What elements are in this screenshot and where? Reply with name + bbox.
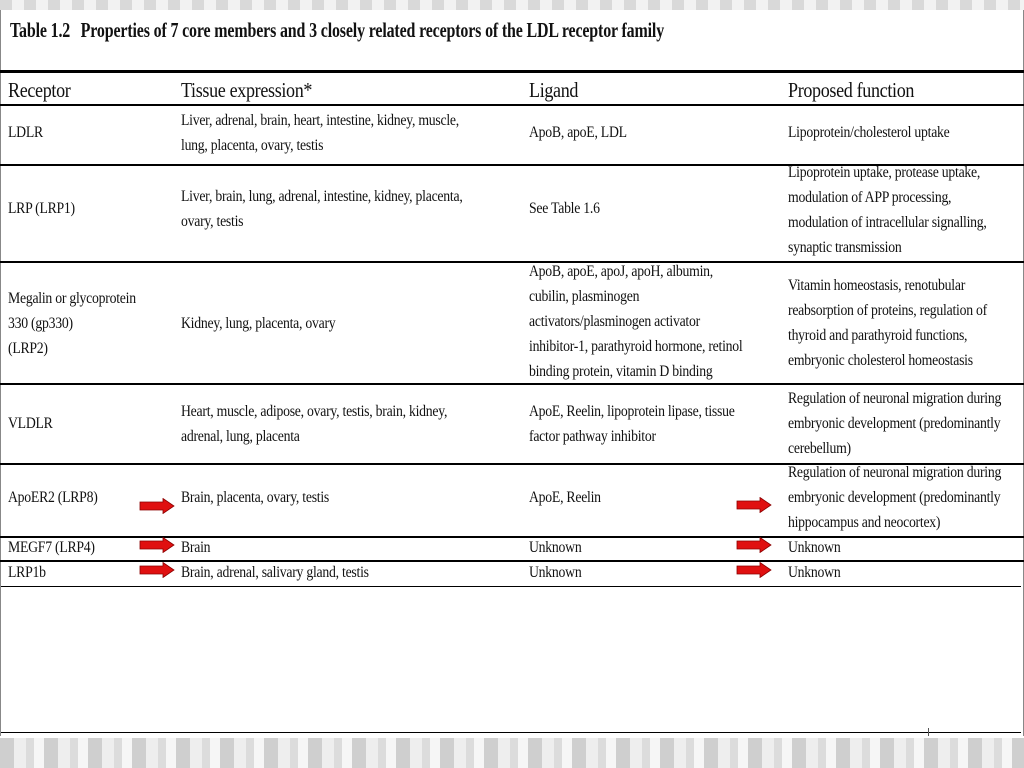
table-row-receptor: LRP (LRP1) xyxy=(8,200,75,217)
page-tick-mark xyxy=(928,728,929,736)
table-row-tissue: Brain xyxy=(181,539,211,556)
table-row-tissue: Liver, adrenal, brain, heart, intestine, kidney, muscle, lung, placenta, ovary, testis xyxy=(181,112,459,154)
table-row-ligand: ApoB, apoE, LDL xyxy=(529,124,627,141)
table-row-tissue: Kidney, lung, placenta, ovary xyxy=(181,315,336,332)
table-row-ligand: ApoB, apoE, apoJ, apoH, albumin, cubilin, plasminogen activators/plasminogen activator inhibitor-1, parathyroid hormone, retinol binding protein, vitamin D binding xyxy=(529,263,743,380)
table-row-ligand: ApoE, Reelin xyxy=(529,489,601,506)
header-receptor: Receptor xyxy=(8,78,71,102)
table-row-function: Lipoprotein uptake, protease uptake, modulation of APP processing, modulation of intracellular signalling, synaptic transmission xyxy=(788,164,987,256)
table-row-tissue: Brain, adrenal, salivary gland, testis xyxy=(181,564,369,581)
table-row-ligand: ApoE, Reelin, lipoprotein lipase, tissue factor pathway inhibitor xyxy=(529,403,735,445)
table-title xyxy=(10,18,770,43)
table-row-tissue: Liver, brain, lung, adrenal, intestine, kidney, placenta, ovary, testis xyxy=(181,188,463,230)
table-row-ligand: See Table 1.6 xyxy=(529,200,600,217)
table-row-receptor: MEGF7 (LRP4) xyxy=(8,539,95,556)
table-row-function: Regulation of neuronal migration during embryonic development (predominantly hippocampus and neocortex) xyxy=(788,464,1002,531)
table-number: Table 1.2 xyxy=(10,18,71,42)
empty-annotation-box xyxy=(1,586,1021,733)
bottom-border-pattern xyxy=(0,738,1024,768)
table-row-tissue: Heart, muscle, adipose, ovary, testis, brain, kidney, adrenal, lung, placenta xyxy=(181,403,448,445)
table-row-receptor: LRP1b xyxy=(8,564,46,581)
table-row-function: Unknown xyxy=(788,539,841,556)
table-row-receptor: Megalin or glycoprotein 330 (gp330) (LRP2) xyxy=(8,290,136,357)
row-divider xyxy=(0,383,1024,385)
row-divider xyxy=(0,261,1024,263)
red-right-arrow-icon xyxy=(736,537,772,553)
table-row-function: Lipoprotein/cholesterol uptake xyxy=(788,124,950,141)
red-right-arrow-icon xyxy=(736,562,772,578)
red-right-arrow-icon xyxy=(736,497,772,513)
header-tissue-expression: Tissue expression* xyxy=(181,78,313,102)
table-row-ligand: Unknown xyxy=(529,564,582,581)
header-top-rule xyxy=(0,70,1024,73)
table-caption: Properties of 7 core members and 3 closely related receptors of the LDL receptor family xyxy=(80,18,665,42)
table-row-receptor: ApoER2 (LRP8) xyxy=(8,489,98,506)
table-row-receptor: LDLR xyxy=(8,124,43,141)
red-right-arrow-icon xyxy=(139,562,175,578)
table-row-function: Regulation of neuronal migration during embryonic development (predominantly cerebellum) xyxy=(788,390,1002,457)
red-right-arrow-icon xyxy=(139,537,175,553)
top-border-pattern xyxy=(0,0,1024,10)
table-row-receptor: VLDLR xyxy=(8,415,53,432)
header-bottom-rule xyxy=(0,104,1024,106)
header-proposed-function: Proposed function xyxy=(788,78,915,102)
red-right-arrow-icon xyxy=(139,498,175,514)
header-ligand: Ligand xyxy=(529,78,579,102)
table-row-function: Vitamin homeostasis, renotubular reabsorption of proteins, regulation of thyroid and parathyroid functions, embryonic cholesterol homeostasis xyxy=(788,277,987,369)
table-row-function: Unknown xyxy=(788,564,841,581)
table-row-ligand: Unknown xyxy=(529,539,582,556)
table-row-tissue: Brain, placenta, ovary, testis xyxy=(181,489,330,506)
